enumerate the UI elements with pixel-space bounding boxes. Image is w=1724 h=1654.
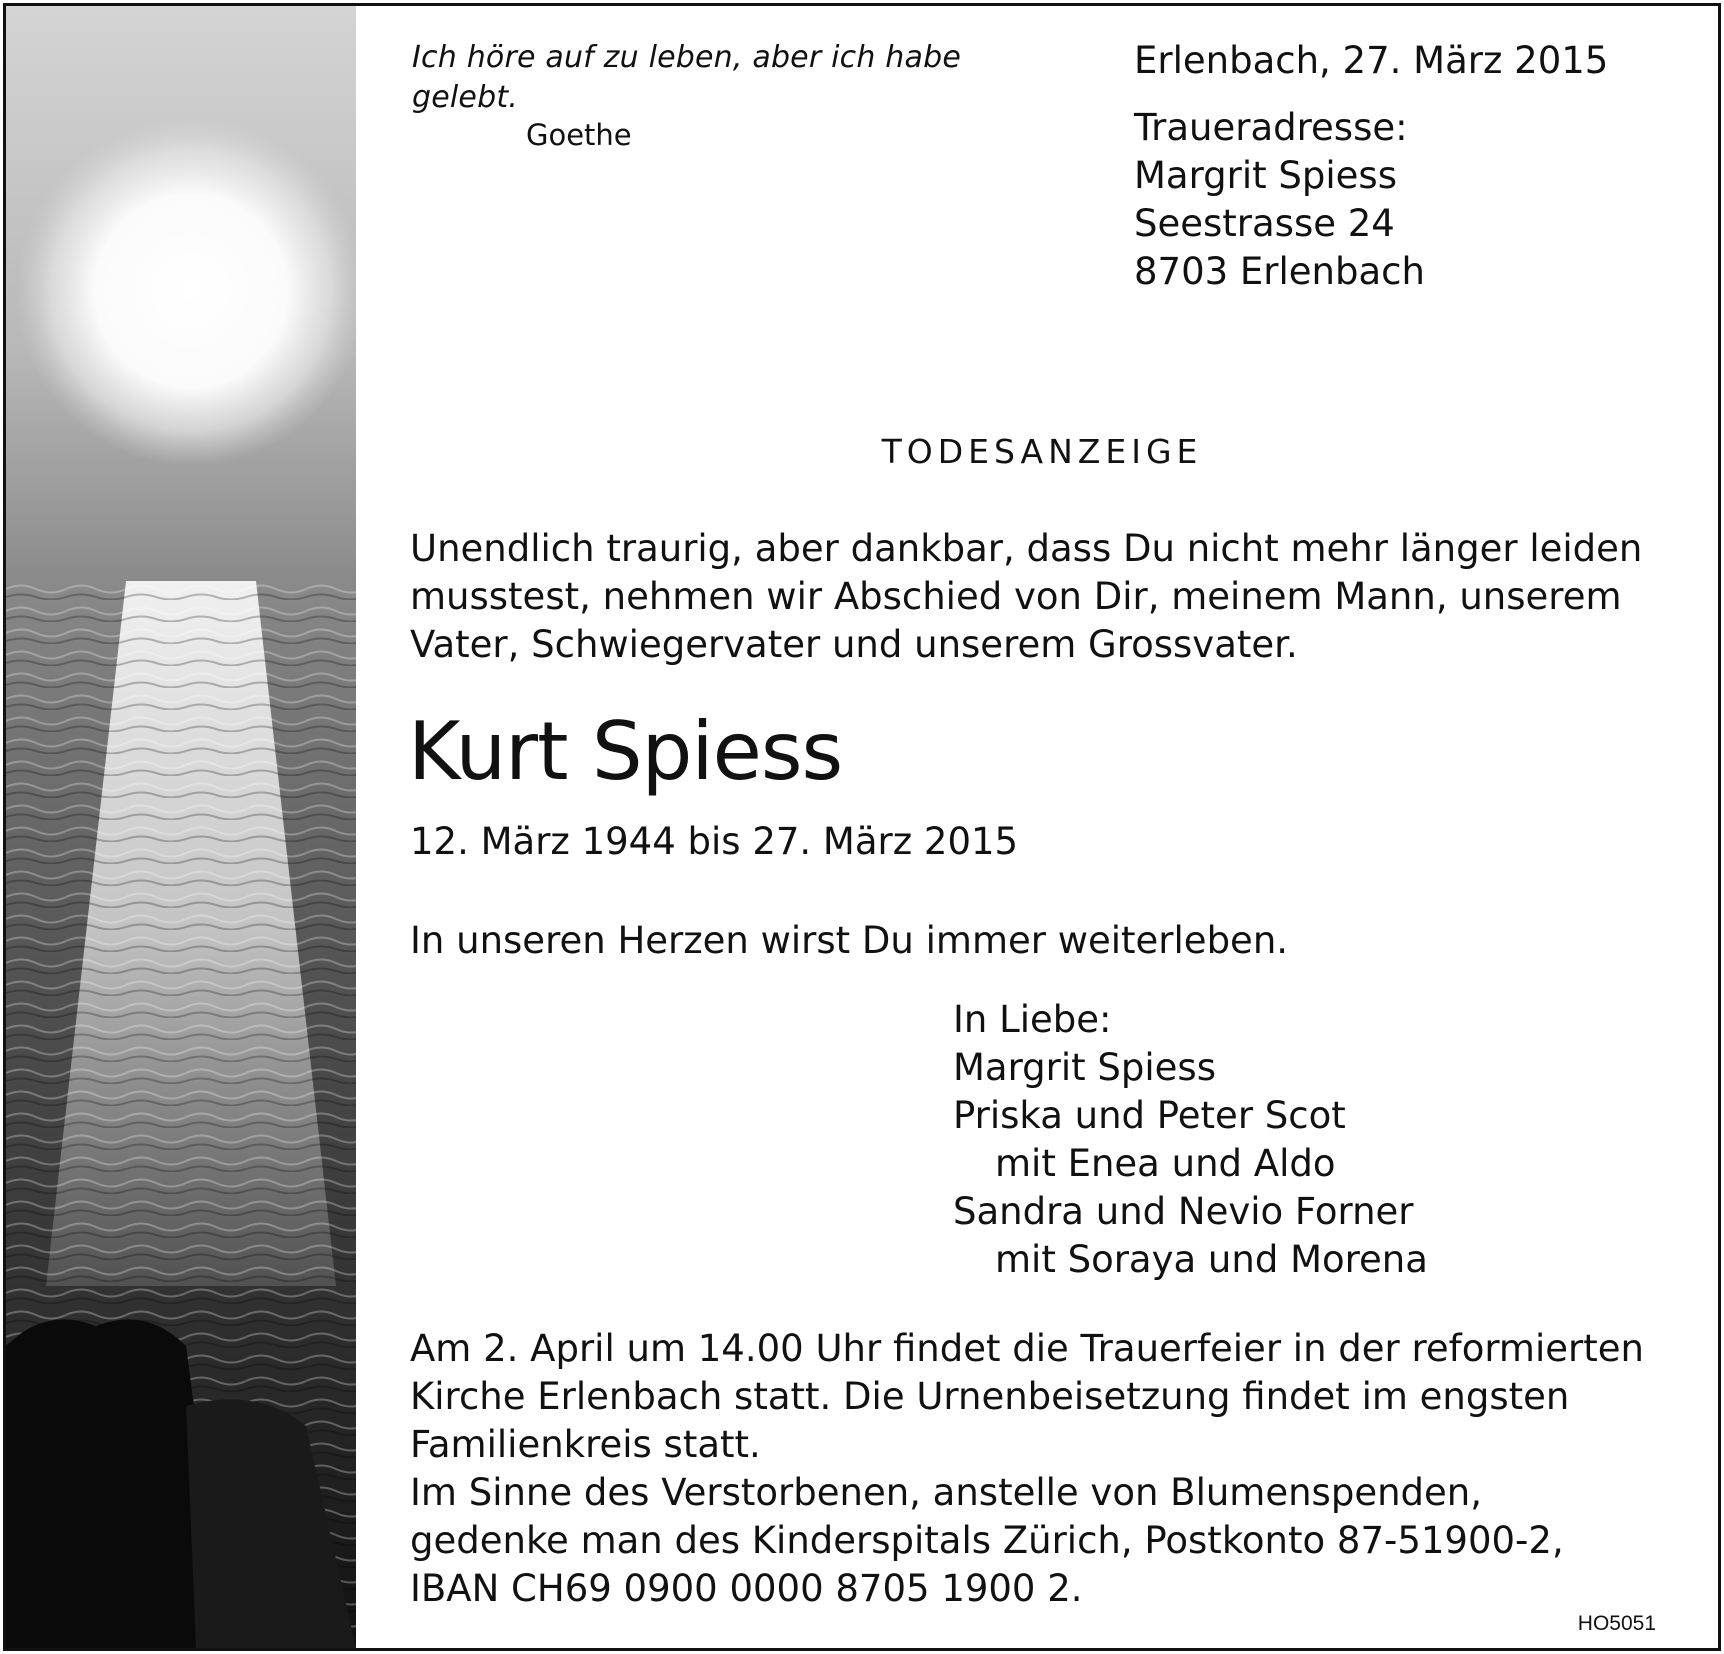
family-member: Margrit Spiess — [953, 1046, 1216, 1089]
mourning-address-line: Margrit Spiess — [1134, 154, 1397, 197]
deceased-name: Kurt Spiess — [408, 705, 843, 798]
ceremony-line: Familienkreis statt. — [410, 1423, 761, 1466]
place-date: Erlenbach, 27. März 2015 — [1134, 39, 1609, 82]
family-member: Sandra und Nevio Forner — [953, 1190, 1414, 1233]
remembrance-line: In unseren Herzen wirst Du immer weiterleben. — [410, 919, 1289, 962]
quote-text: Ich höre auf zu leben, aber ich habe gelebt. — [412, 40, 961, 115]
mourning-address-line: Seestrasse 24 — [1134, 202, 1395, 245]
quote-author: Goethe — [526, 118, 632, 152]
deceased-lifespan: 12. März 1944 bis 27. März 2015 — [410, 820, 1019, 863]
family-signatures — [953, 996, 1428, 1284]
family-member: mit Enea und Aldo — [995, 1142, 1336, 1185]
ceremony-line: Im Sinne des Verstorbenen, anstelle von Blumenspenden, — [410, 1471, 1482, 1514]
notice-heading: TODESANZEIGE — [881, 432, 1203, 471]
reference-code: HO5051 — [1577, 1612, 1656, 1635]
ceremony-line: Kirche Erlenbach statt. Die Urnenbeisetzung findet im engsten — [410, 1375, 1570, 1418]
family-member: Priska und Peter Scot — [953, 1094, 1346, 1137]
ceremony-info — [410, 1325, 1710, 1613]
mourning-address — [1134, 104, 1425, 296]
family-label: In Liebe: — [953, 998, 1112, 1041]
ceremony-line: Am 2. April um 14.00 Uhr findet die Trauerfeier in der reformierten — [410, 1327, 1644, 1370]
family-member: mit Soraya und Morena — [995, 1238, 1428, 1281]
mourning-address-label: Traueradresse: — [1134, 106, 1408, 149]
ceremony-line: IBAN CH69 0900 0000 8705 1900 2. — [410, 1567, 1083, 1610]
sunset-sea-photo — [6, 6, 356, 1648]
ceremony-line: gedenke man des Kinderspitals Zürich, Postkonto 87-51900-2, — [410, 1519, 1564, 1562]
intro-paragraph: Unendlich traurig, aber dankbar, dass Du nicht mehr länger leiden musstest, nehmen wir Abschied von Dir, meinem Mann, unserem Vater, Schwiegervater und unserem Grossvater. — [410, 527, 1643, 666]
mourning-address-line: 8703 Erlenbach — [1134, 250, 1425, 293]
